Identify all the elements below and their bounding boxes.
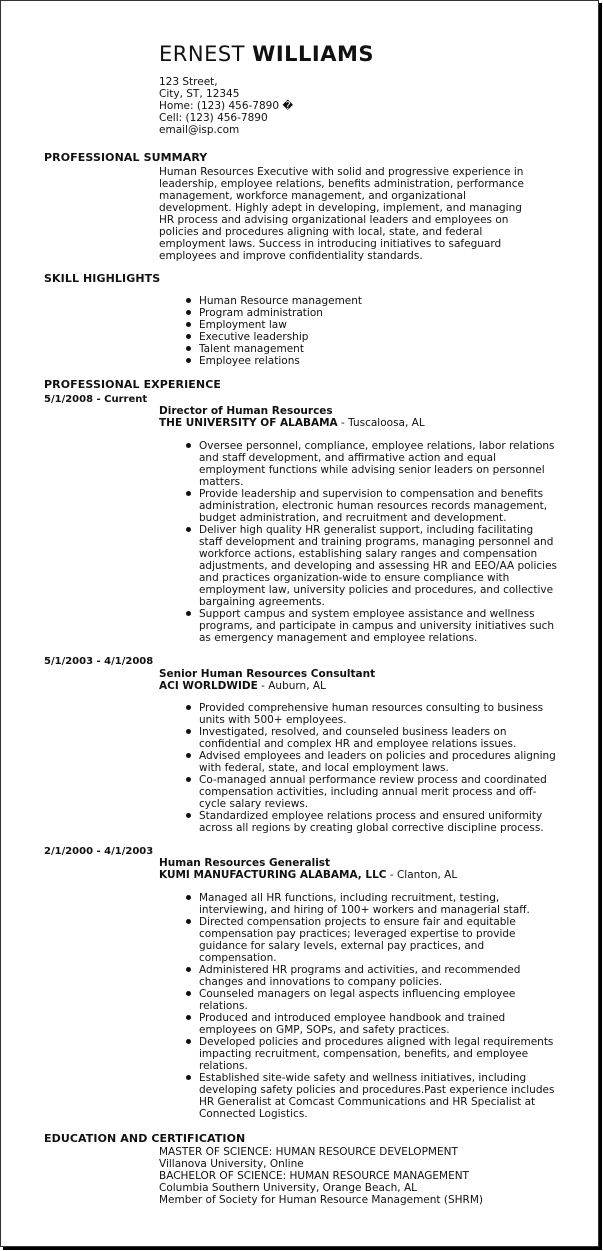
job-dates: 5/1/2008 - Current	[44, 394, 148, 405]
list-item: Established site-wide safety and wellness initiatives, including developing safety policies and procedures.Past experience includes HR Generalist at Comcast Communications and HR Specialist at Connected Logistics.	[199, 1072, 559, 1120]
list-item: Executive leadership	[199, 331, 559, 343]
education-block	[159, 1146, 539, 1206]
contact-block	[159, 76, 293, 136]
employer: ACI WORLDWIDE	[159, 680, 258, 693]
first-name: ERNEST	[159, 42, 253, 66]
list-item: Oversee personnel, compliance, employee relations, labor relations and staff development, and affirmative action and equal employment functions while advising senior leaders on personnel matters.	[199, 440, 559, 488]
list-item: Administered HR programs and activities, and recommended changes and innovations to company policies.	[199, 964, 559, 988]
summary-text: Human Resources Executive with solid and progressive experience in leadership, employee relations, benefits administration, performance management, workforce management, and organizational development. Highly adept in developing, implement, and managing HR process and advising organizational leaders and employees on policies and procedures aligning with local, state, and federal employment laws. Success in introducing initiatives to safeguard employees and improve confidentiality standards.	[159, 166, 524, 262]
job-location: - Clanton, AL	[386, 869, 458, 882]
job-location: - Auburn, AL	[257, 680, 326, 693]
list-item: Managed all HR functions, including recruitment, testing, interviewing, and hiring of 100+ workers and managerial staff.	[199, 892, 559, 916]
membership: Member of Society for Human Resource Management (SHRM)	[159, 1194, 483, 1206]
list-item: Investigated, resolved, and counseled business leaders on confidential and complex HR and employee relations issues.	[199, 726, 559, 750]
section-heading-education: EDUCATION AND CERTIFICATION	[44, 1132, 246, 1145]
section-heading-skills: SKILL HIGHLIGHTS	[44, 272, 161, 285]
address-line: 123 Street,	[159, 76, 218, 88]
job-bullets	[199, 702, 559, 834]
employer: KUMI MANUFACTURING ALABAMA, LLC	[159, 869, 387, 882]
list-item: Talent management	[199, 343, 559, 355]
skills-list	[199, 295, 559, 367]
job-bullets	[199, 892, 559, 1120]
list-item: Counseled managers on legal aspects influencing employee relations.	[199, 988, 559, 1012]
job-header	[159, 668, 375, 693]
employer: THE UNIVERSITY OF ALABAMA	[159, 417, 338, 430]
email: email@isp.com	[159, 124, 240, 136]
list-item: Employee relations	[199, 355, 559, 367]
list-item: Provided comprehensive human resources consulting to business units with 500+ employees.	[199, 702, 559, 726]
section-heading-experience: PROFESSIONAL EXPERIENCE	[44, 378, 222, 391]
degree-2: BACHELOR OF SCIENCE: HUMAN RESOURCE MANAGEMENT	[159, 1170, 469, 1182]
list-item: Support campus and system employee assistance and wellness programs, and participate in campus and university initiatives such as emergency management and employee relations.	[199, 608, 559, 644]
job-title: Senior Human Resources Consultant	[159, 668, 376, 680]
candidate-name	[159, 42, 374, 66]
job-dates: 2/1/2000 - 4/1/2003	[44, 846, 154, 857]
list-item: Deliver high quality HR generalist support, including facilitating staff development and training programs, managing personnel and workforce actions, establishing salary ranges and compensation adjustments, and developing and assessing HR and EEO/AA policies and practices organization-wide to ensure compliance with employment law, university policies and procedures, and collective bargaining agreements.	[199, 524, 558, 608]
section-heading-summary: PROFESSIONAL SUMMARY	[44, 151, 208, 164]
list-item: Standardized employee relations process and ensured uniformity across all regions by creating global corrective discipline process.	[199, 810, 559, 834]
job-title: Human Resources Generalist	[159, 857, 331, 869]
last-name: WILLIAMS	[252, 42, 374, 66]
job-header	[159, 405, 425, 430]
list-item: Program administration	[199, 307, 559, 319]
school-2: Columbia Southern University, Orange Beach, AL	[159, 1182, 418, 1194]
cell-phone: Cell: (123) 456-7890	[159, 112, 268, 124]
list-item: Provide leadership and supervision to compensation and benefits administration, electronic human resources records management, budget administration, and recruitment and development.	[199, 488, 559, 524]
school-1: Villanova University, Online	[159, 1158, 304, 1170]
list-item: Employment law	[199, 319, 559, 331]
list-item: Developed policies and procedures aligned with legal requirements impacting recruitment, compensation, benefits, and employee relations.	[199, 1036, 559, 1072]
job-bullets	[199, 440, 559, 644]
list-item: Produced and introduced employee handbook and trained employees on GMP, SOPs, and safety practices.	[199, 1012, 559, 1036]
list-item: Human Resource management	[199, 295, 559, 307]
list-item: Co-managed annual performance review process and coordinated compensation activities, including annual merit process and off-cycle salary reviews.	[199, 774, 559, 810]
city-line: City, ST, 12345	[159, 88, 240, 100]
job-header	[159, 857, 457, 882]
job-dates: 5/1/2003 - 4/1/2008	[44, 656, 154, 667]
home-phone: Home: (123) 456-7890 �	[159, 100, 294, 112]
list-item: Directed compensation projects to ensure fair and equitable compensation pay practices; leveraged expertise to provide guidance for salary levels, external pay practices, and compensation.	[199, 916, 559, 964]
job-title: Director of Human Resources	[159, 405, 333, 417]
degree-1: MASTER OF SCIENCE: HUMAN RESOURCE DEVELOPMENT	[159, 1146, 458, 1158]
job-location: - Tuscaloosa, AL	[337, 417, 425, 430]
list-item: Advised employees and leaders on policies and procedures aligning with federal, state, and local employment laws.	[199, 750, 559, 774]
